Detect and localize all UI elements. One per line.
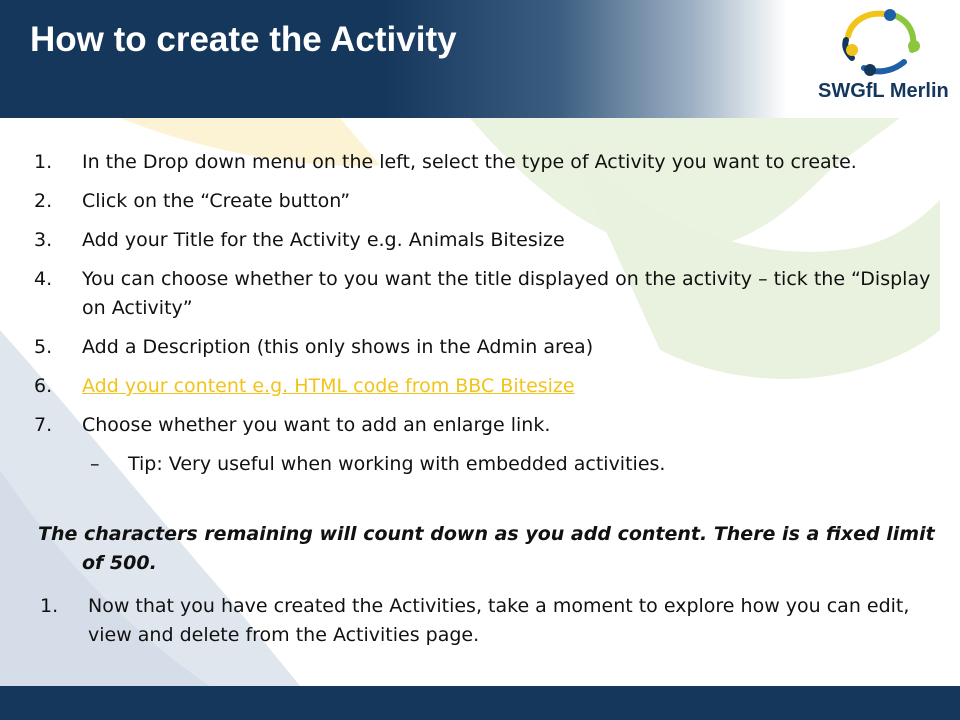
step-number: 1. <box>40 595 59 617</box>
bbc-bitesize-link[interactable]: Add your content e.g. HTML code from BBC Bitesize <box>82 375 575 397</box>
steps-list <box>34 148 940 489</box>
step-text: Add a Description (this only shows in the Admin area) <box>82 336 594 358</box>
step-text: Choose whether you want to add an enlarge link. <box>82 414 551 436</box>
follow-up-list <box>40 592 930 660</box>
list-item <box>34 265 940 323</box>
step-number: 4. <box>34 268 53 290</box>
step-number: 1. <box>34 151 53 173</box>
list-item <box>34 148 940 177</box>
characters-note: The characters remaining will count down as you add content. There is a fixed limit of 500. <box>38 523 935 574</box>
step-text: In the Drop down menu on the left, select the type of Activity you want to create. <box>82 151 857 173</box>
list-item <box>34 411 940 440</box>
step-text: Now that you have created the Activities, take a moment to explore how you can edit, view and delete from the Activities page. <box>88 595 910 646</box>
logo-text: SWGfL Merlin <box>818 80 949 102</box>
list-item <box>34 226 940 255</box>
step-number: 2. <box>34 190 53 212</box>
list-item <box>34 372 940 401</box>
step-number: 7. <box>34 414 53 436</box>
step-number: 3. <box>34 229 53 251</box>
slide-title: How to create the Activity <box>30 20 457 59</box>
footer-bar <box>0 686 960 720</box>
tip-dash: – <box>90 453 100 475</box>
list-item <box>40 592 930 650</box>
list-item <box>34 187 940 216</box>
step-number: 5. <box>34 336 53 358</box>
step-text: You can choose whether to you want the title displayed on the activity – tick the “Display on Activity” <box>82 268 931 319</box>
step-text: Click on the “Create button” <box>82 190 351 212</box>
list-item <box>34 333 940 362</box>
tip-item <box>34 450 940 479</box>
tip-text: Tip: Very useful when working with embedded activities. <box>128 453 666 475</box>
step-text: Add your Title for the Activity e.g. Animals Bitesize <box>82 229 565 251</box>
step-number: 6. <box>34 375 53 397</box>
